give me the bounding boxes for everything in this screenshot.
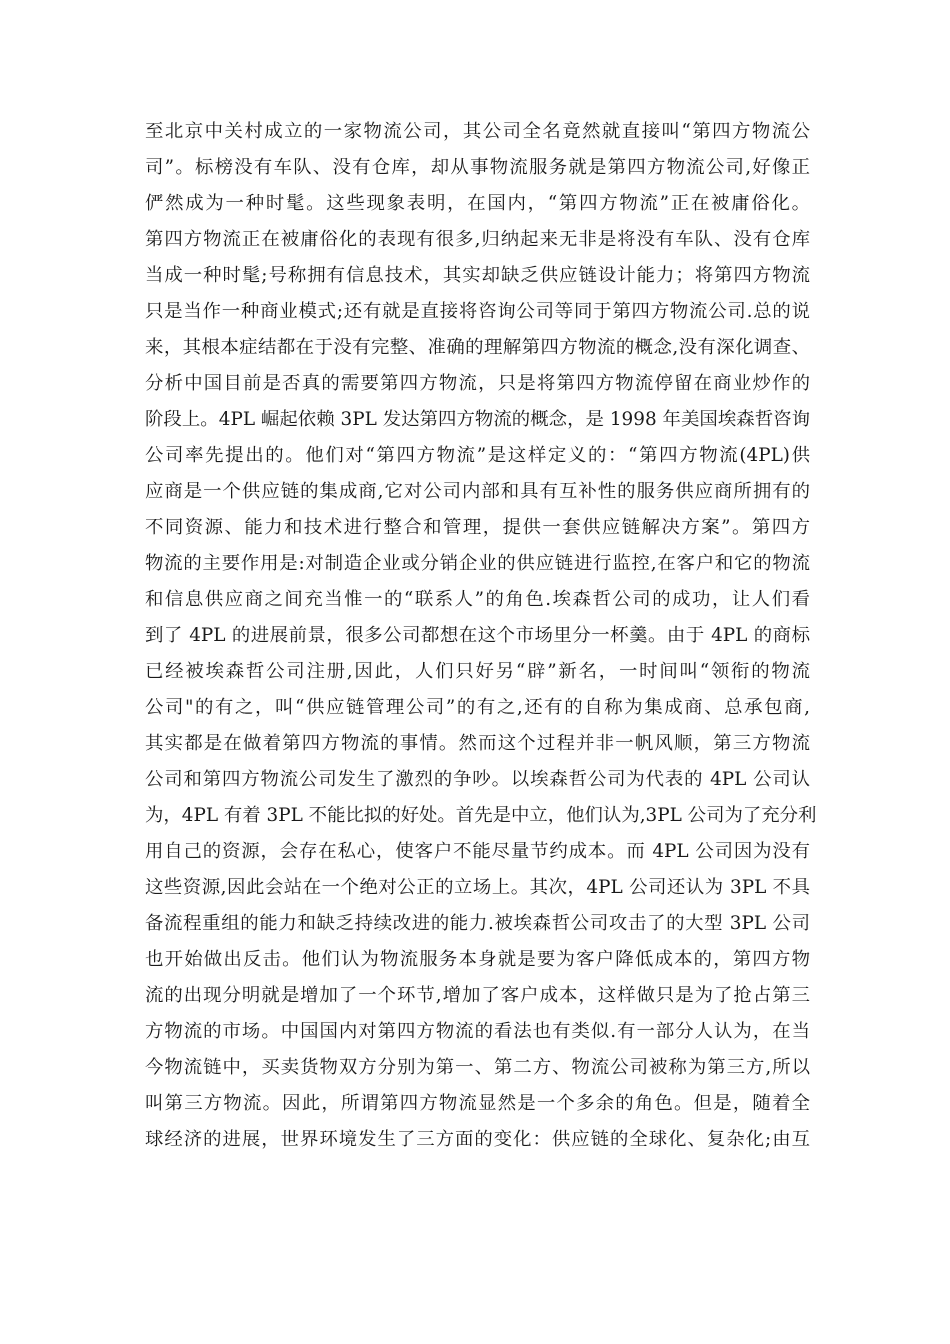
text-line: 应商是一个供应链的集成商,它对公司内部和具有互补性的服务供应商所拥有的 [145, 481, 810, 502]
text-line: 来，其根本症结都在于没有完整、准确的理解第四方物流的概念,没有深化调查、 [145, 337, 810, 358]
text-line: 已经被埃森哲公司注册,因此，人们只好另“辟”新名，一时间叫“领衔的物流 [145, 661, 810, 682]
text-line: 用自己的资源，会存在私心，使客户不能尽量节约成本。而 4PL 公司因为没有 [145, 841, 810, 862]
body-text [145, 114, 817, 1158]
text-line: 今物流链中，买卖货物双方分别为第一、第二方、物流公司被称为第三方,所以 [145, 1057, 810, 1078]
text-line: 不同资源、能力和技术进行整合和管理，提供一套供应链解决方案”。第四方 [145, 517, 810, 538]
text-line: 方物流的市场。中国国内对第四方物流的看法也有类似.有一部分人认为，在当 [145, 1021, 810, 1042]
text-line: 当成一种时髦;号称拥有信息技术，其实却缺乏供应链设计能力；将第四方物流 [145, 265, 810, 286]
text-line: 和信息供应商之间充当惟一的“联系人”的角色.埃森哲公司的成功，让人们看 [145, 589, 810, 610]
text-line: 也开始做出反击。他们认为物流服务本身就是要为客户降低成本的，第四方物 [145, 949, 810, 970]
text-line: 俨然成为一种时髦。这些现象表明，在国内，“第四方物流”正在被庸俗化。 [145, 193, 810, 214]
text-line: 公司和第四方物流公司发生了激烈的争吵。以埃森哲公司为代表的 4PL 公司认 [145, 769, 810, 790]
text-line: 其实都是在做着第四方物流的事情。然而这个过程并非一帆风顺，第三方物流 [145, 733, 810, 754]
text-line: 司”。标榜没有车队、没有仓库，却从事物流服务就是第四方物流公司,好像正 [145, 157, 810, 178]
text-line: 至北京中关村成立的一家物流公司，其公司全名竟然就直接叫“第四方物流公 [145, 121, 810, 142]
text-line: 公司"的有之，叫“供应链管理公司”的有之,还有的自称为集成商、总承包商, [145, 697, 810, 718]
text-line: 只是当作一种商业模式;还有就是直接将咨询公司等同于第四方物流公司.总的说 [145, 301, 810, 322]
text-line: 叫第三方物流。因此，所谓第四方物流显然是一个多余的角色。但是，随着全 [145, 1093, 810, 1114]
text-line: 公司率先提出的。他们对“第四方物流”是这样定义的：“第四方物流(4PL)供 [145, 445, 810, 466]
text-line: 阶段上。4PL 崛起依赖 3PL 发达第四方物流的概念，是 1998 年美国埃森哲咨询 [145, 409, 810, 430]
text-line: 球经济的进展，世界环境发生了三方面的变化：供应链的全球化、复杂化;由互 [145, 1129, 810, 1150]
text-line: 物流的主要作用是:对制造企业或分销企业的供应链进行监控,在客户和它的物流 [145, 553, 810, 574]
text-line: 流的出现分明就是增加了一个环节,增加了客户成本，这样做只是为了抢占第三 [145, 985, 810, 1006]
text-line: 分析中国目前是否真的需要第四方物流，只是将第四方物流停留在商业炒作的 [145, 373, 810, 394]
text-line: 这些资源,因此会站在一个绝对公正的立场上。其次，4PL 公司还认为 3PL 不具 [145, 877, 810, 898]
text-line: 第四方物流正在被庸俗化的表现有很多,归纳起来无非是将没有车队、没有仓库 [145, 229, 810, 250]
text-line: 到了 4PL 的进展前景，很多公司都想在这个市场里分一杯羹。由于 4PL 的商标 [145, 625, 810, 646]
text-line: 备流程重组的能力和缺乏持续改进的能力.被埃森哲公司攻击了的大型 3PL 公司 [145, 913, 810, 934]
text-line: 为，4PL 有着 3PL 不能比拟的好处。首先是中立，他们认为,3PL 公司为了充分利 [145, 805, 817, 826]
